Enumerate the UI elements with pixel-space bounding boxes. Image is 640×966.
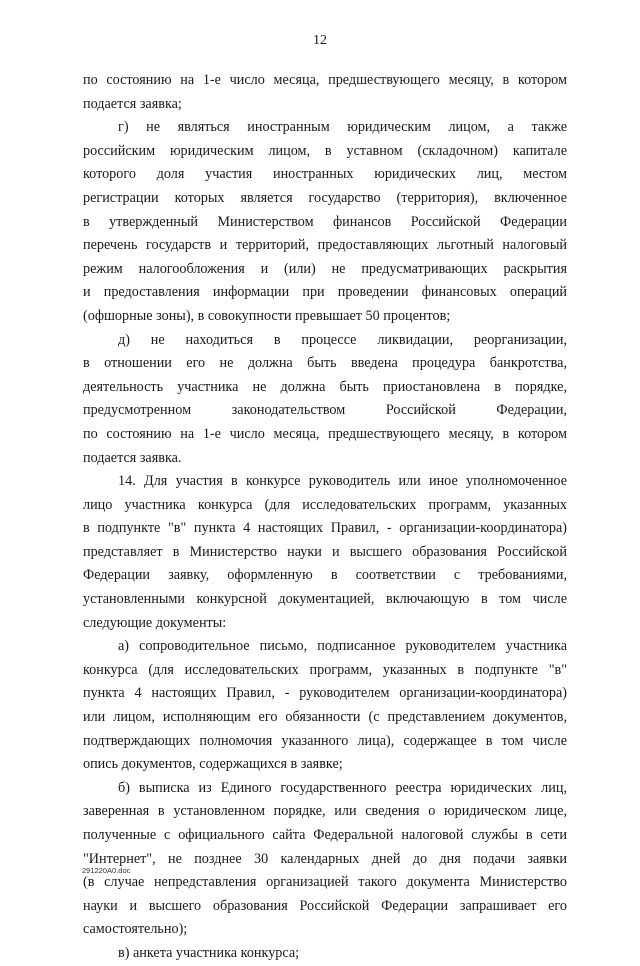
text-line: полученные с официального сайта Федеральной налоговой службы в сети: [83, 827, 567, 843]
text-line: в подпункте "в" пункта 4 настоящих Правил, - организации-координатора): [83, 520, 567, 537]
text-line: Федерации заявку, оформленную в соответствии с требованиями,: [83, 567, 567, 584]
text-line: перечень государств и территорий, предоставляющих льготный налоговый: [83, 237, 567, 254]
text-line: опись документов, содержащихся в заявке;: [83, 756, 343, 773]
text-line: режим налогообложения и (или) не предусматривающих раскрытия: [83, 260, 567, 277]
text-line: подается заявка;: [83, 95, 182, 112]
text-line: подается заявка.: [83, 449, 182, 466]
text-line: которого доля участия иностранных юридических лиц, местом: [83, 166, 567, 183]
text-line: пункта 4 настоящих Правил, - руководителем организации-координатора): [83, 685, 567, 702]
text-line: предусмотренном законодательством Российской Федерации,: [83, 402, 567, 419]
text-line: и предоставления информации при проведении финансовых операций: [83, 284, 567, 301]
text-line: б) выписка из Единого государственного реестра юридических лиц,: [118, 779, 567, 796]
text-line: деятельность участника не должна быть приостановлена в порядке,: [83, 378, 567, 395]
text-line: (в случае непредставления организацией такого документа Министерство: [83, 874, 567, 891]
document-body: [83, 69, 567, 966]
text-line: заверенная в установленном порядке, или сведения о юридическом лице,: [83, 803, 567, 820]
text-line: следующие документы:: [83, 614, 227, 631]
text-line: регистрации которых является государство (территория), включенное: [83, 189, 567, 206]
text-line: представляет в Министерство науки и высшего образования Российской: [83, 543, 567, 560]
text-line: в утвержденный Министерством финансов Российской Федерации: [83, 213, 567, 230]
text-line: подтверждающих полномочия указанного лица), содержащее в том числе: [83, 732, 567, 749]
text-line: (офшорные зоны), в совокупности превышает 50 процентов;: [83, 307, 451, 324]
text-line: д) не находиться в процессе ликвидации, реорганизации,: [118, 331, 567, 348]
text-line: конкурса (для исследовательских программ, указанных в подпункте "в": [83, 661, 567, 678]
text-line: науки и высшего образования Российской Федерации запрашивает его: [83, 897, 567, 914]
text-line: в) анкета участника конкурса;: [118, 944, 300, 961]
document-file-code: 291220A0.doc: [82, 866, 131, 875]
text-line: по состоянию на 1-е число месяца, предшествующего месяцу, в котором: [83, 425, 567, 442]
text-line: "Интернет", не позднее 30 календарных дней до дня подачи заявки: [83, 850, 567, 867]
text-line: лицо участника конкурса (для исследовательских программ, указанных: [83, 496, 567, 513]
page-number: 12: [313, 33, 327, 48]
text-line: а) сопроводительное письмо, подписанное руководителем участника: [118, 638, 567, 655]
text-line: или лицом, исполняющим его обязанности (с представлением документов,: [83, 709, 567, 726]
text-line: в отношении его не должна быть введена процедура банкротства,: [83, 355, 567, 372]
text-line: российским юридическим лицом, в уставном (складочном) капитале: [83, 142, 567, 159]
text-line: по состоянию на 1-е число месяца, предшествующего месяцу, в котором: [83, 72, 567, 88]
text-line: установленными конкурсной документацией, включающую в том числе: [83, 591, 567, 608]
text-line: г) не являться иностранным юридическим лицом, а также: [118, 119, 567, 136]
text-line: самостоятельно);: [83, 921, 188, 938]
text-line: 14. Для участия в конкурсе руководитель или иное уполномоченное: [118, 473, 567, 490]
